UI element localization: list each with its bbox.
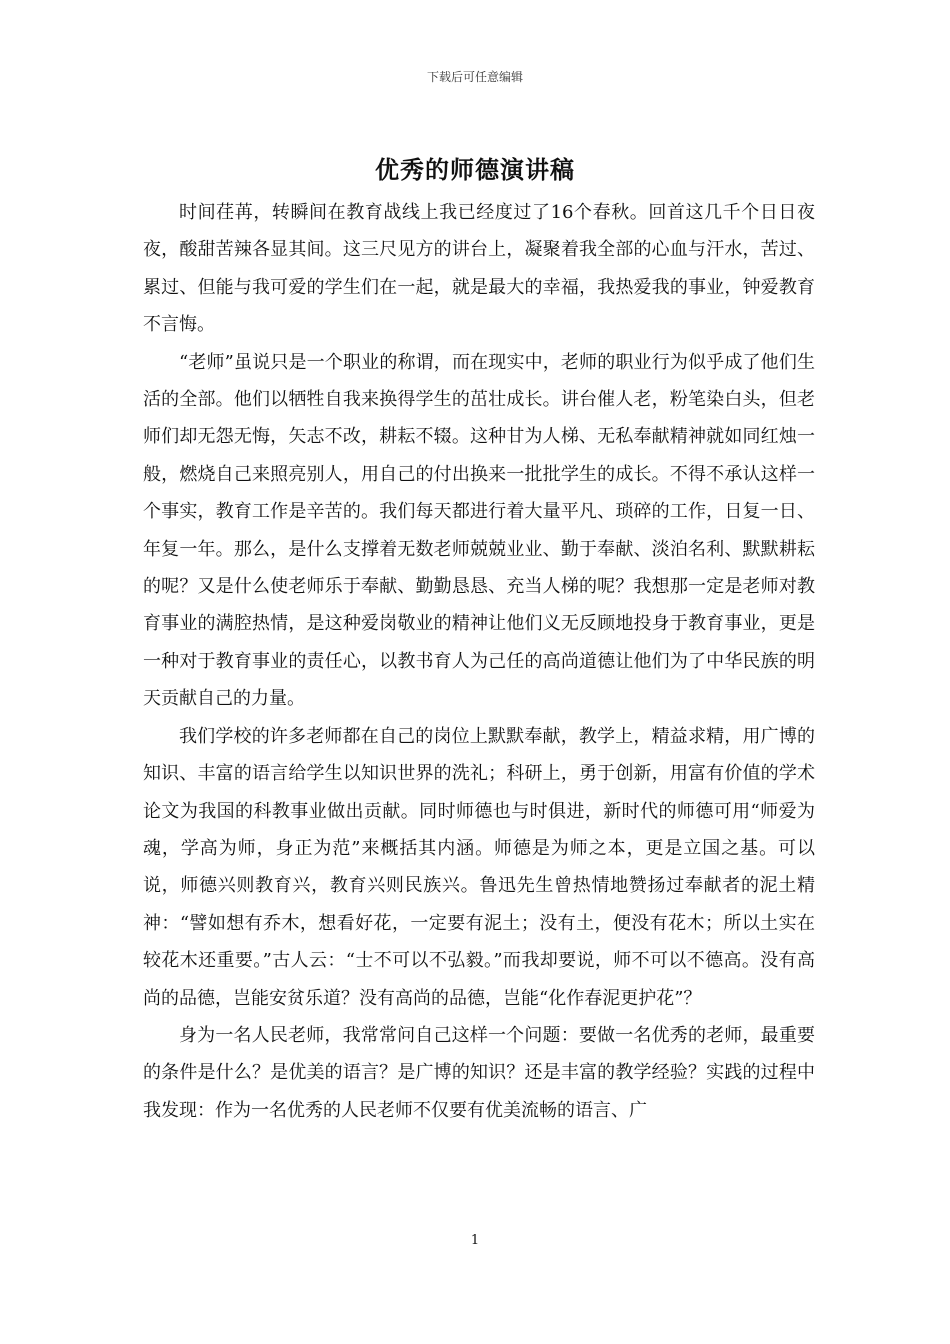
page-number: 1 — [470, 1233, 480, 1248]
document-body — [143, 194, 815, 1129]
paragraph-2: “老师”虽说只是一个职业的称谓，而在现实中，老师的职业行为似乎成了他们生活的全部。他们以牺牲自我来换得学生的茁壮成长。讲台催人老，粉笔染白头，但老师们却无怨无悔，矢志不改，耕耘不辍。这种甘为人梯、无私奉献精神就如同红烛一般，燃烧自己来照亮别人，用自己的付出换来一批批学生的成长。不得不承认这样一个事实，教育工作是辛苦的。我们每天都进行着大量平凡、琐碎的工作，日复一日、年复一年。那么，是什么支撑着无数老师兢兢业业、勤于奉献、淡泊名利、默默耕耘的呢？又是什么使老师乐于奉献、勤勤恳恳、充当人梯的呢？我想那一定是老师对教育事业的满腔热情，是这种爱岗敬业的精神让他们义无反顾地投身于教育事业，更是一种对于教育事业的责任心，以教书育人为己任的高尚道德让他们为了中华民族的明天贡献自己的力量。 — [143, 351, 815, 710]
document-title: 优秀的师德演讲稿 — [375, 155, 575, 184]
paragraph-3: 我们学校的许多老师都在自己的岗位上默默奉献，教学上，精益求精，用广博的知识、丰富的语言给学生以知识世界的洗礼；科研上，勇于创新，用富有价值的学术论文为我国的科教事业做出贡献。同时师德也与时俱进，新时代的师德可用“师爱为魂，学高为师，身正为范”来概括其内涵。师德是为师之本，更是立国之基。可以说，师德兴则教育兴，教育兴则民族兴。鲁迅先生曾热情地赞扬过奉献者的泥土精神：“譬如想有乔木，想看好花，一定要有泥土；没有土，便没有花木；所以土实在较花木还重要。”古人云：“士不可以不弘毅。”而我却要说，师不可以不德高。没有高尚的品德，岂能安贫乐道？没有高尚的品德，岂能“化作春泥更护花”？ — [143, 725, 815, 1009]
page-header: 下载后可任意编辑 — [426, 70, 523, 84]
paragraph-4: 身为一名人民老师，我常常问自己这样一个问题：要做一名优秀的老师，最重要的条件是什么？是优美的语言？是广博的知识？还是丰富的教学经验？实践的过程中我发现：作为一名优秀的人民老师不仅要有优美流畅的语言、广 — [143, 1024, 815, 1121]
paragraph-1: 时间荏苒，转瞬间在教育战线上我已经度过了16个春秋。回首这几千个日日夜夜，酸甜苦辣各显其间。这三尺见方的讲台上，凝聚着我全部的心血与汗水，苦过、累过、但能与我可爱的学生们在一起，就是最大的幸福，我热爱我的事业，钟爱教育不言悔。 — [143, 202, 815, 336]
